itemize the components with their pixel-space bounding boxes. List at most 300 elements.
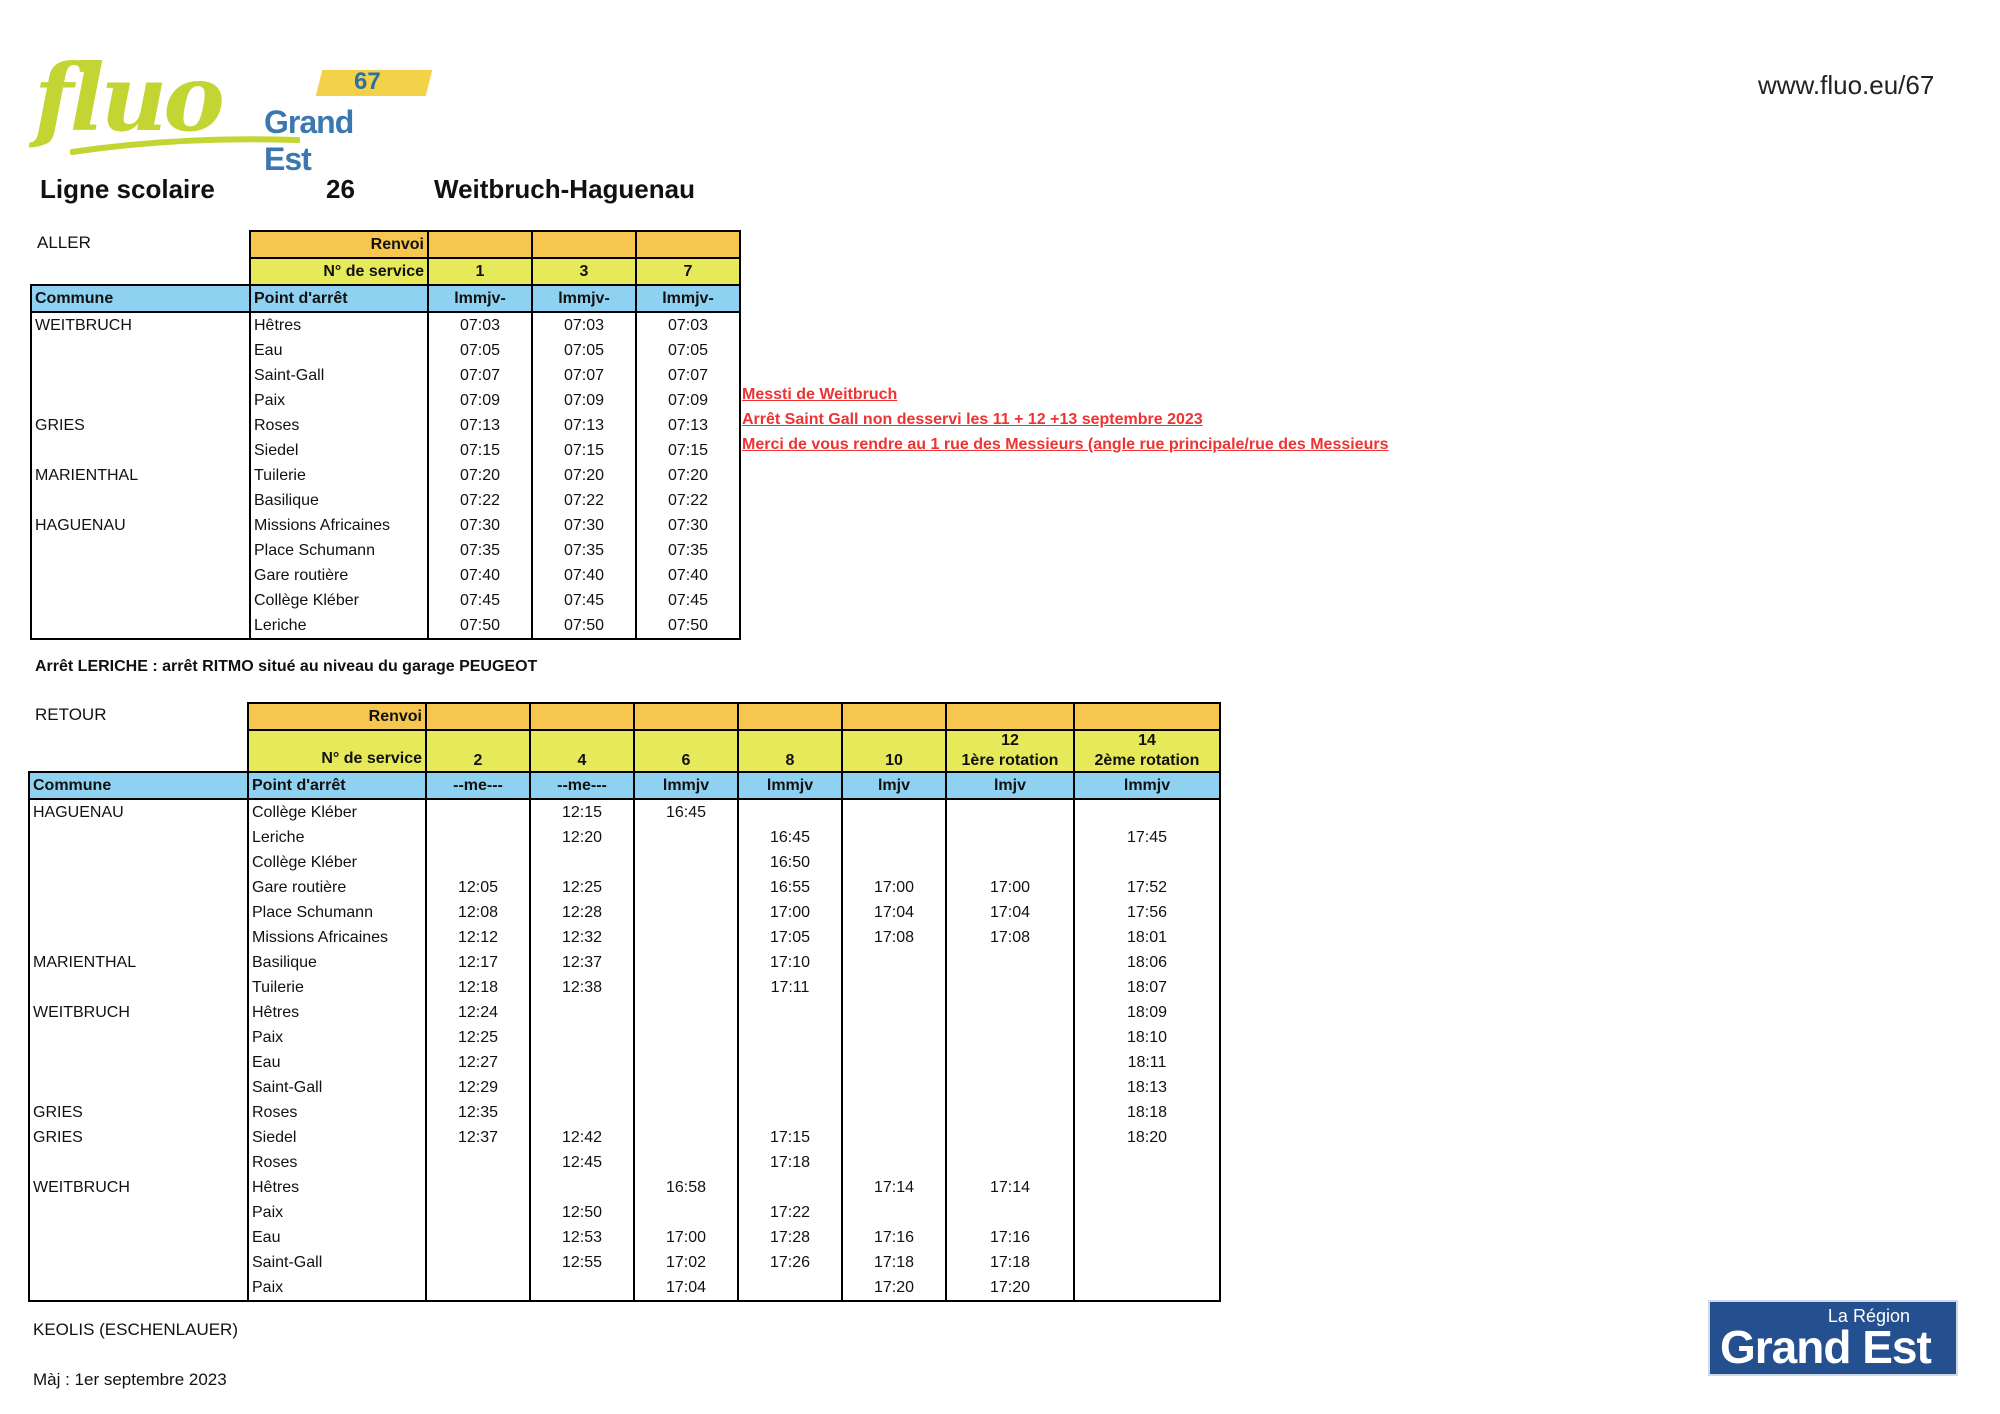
time-cell [634,875,738,900]
commune-cell [29,925,248,950]
time-cell [946,1025,1074,1050]
time-cell [634,1100,738,1125]
fluo-logo-region: Grand Est [264,104,354,177]
commune-header: Commune [31,285,250,312]
commune-cell [29,900,248,925]
time-cell [842,950,946,975]
aller-timetable [30,230,741,640]
time-cell: 07:03 [532,312,636,338]
table-row [31,338,740,363]
renvoi-row [29,703,1220,730]
time-cell [1074,1225,1220,1250]
time-cell: 17:10 [738,950,842,975]
fluo-logo [34,44,394,177]
time-cell: 07:07 [532,363,636,388]
time-cell: 12:29 [426,1075,530,1100]
time-cell: 12:55 [530,1250,634,1275]
service-number: 1 [428,258,532,285]
stop-cell: Basilique [248,950,426,975]
time-cell: 17:20 [946,1275,1074,1301]
table-row [29,1000,1220,1025]
table-row [31,488,740,513]
time-cell: 07:20 [532,463,636,488]
commune-cell [29,1050,248,1075]
department-number: 67 [354,68,381,95]
time-cell: 07:40 [532,563,636,588]
table-row [29,1225,1220,1250]
stop-cell: Tuilerie [248,975,426,1000]
time-cell: 07:35 [636,538,740,563]
renvoi-cell [426,703,530,730]
time-cell [946,1125,1074,1150]
commune-cell [29,1025,248,1050]
time-cell [1074,1175,1220,1200]
time-cell [530,1025,634,1050]
time-cell: 07:40 [428,563,532,588]
time-cell [634,975,738,1000]
commune-cell [29,1075,248,1100]
stop-cell: Collège Kléber [248,799,426,825]
service-number [738,730,842,772]
table-row [29,900,1220,925]
time-cell: 17:18 [842,1250,946,1275]
days-header: lmjv [842,772,946,799]
time-cell: 07:50 [636,613,740,639]
time-cell: 07:13 [532,413,636,438]
time-cell: 12:20 [530,825,634,850]
time-cell [634,925,738,950]
time-cell: 07:05 [428,338,532,363]
commune-cell: WEITBRUCH [31,312,250,338]
table-row [29,950,1220,975]
renvoi-cell [738,703,842,730]
time-cell: 07:09 [532,388,636,413]
time-cell [1074,1250,1220,1275]
commune-cell [31,388,250,413]
time-cell [426,799,530,825]
time-cell: 07:07 [636,363,740,388]
page-title: Ligne scolaire [40,174,215,204]
time-cell [634,900,738,925]
stop-cell: Siedel [250,438,428,463]
commune-cell [29,1200,248,1225]
time-cell: 18:07 [1074,975,1220,1000]
time-cell [530,1050,634,1075]
stop-header: Point d'arrêt [248,772,426,799]
time-cell: 17:16 [842,1225,946,1250]
time-cell [634,1000,738,1025]
time-cell [842,1200,946,1225]
blank-cell [31,231,250,258]
renvoi-label: Renvoi [248,703,426,730]
table-row [31,513,740,538]
time-cell: 18:13 [1074,1075,1220,1100]
commune-cell [29,1225,248,1250]
commune-cell [31,488,250,513]
commune-cell [29,1275,248,1301]
time-cell: 17:11 [738,975,842,1000]
time-cell [634,1150,738,1175]
table-row [29,975,1220,1000]
stop-cell: Eau [250,338,428,363]
commune-cell: HAGUENAU [31,513,250,538]
time-cell: 07:45 [532,588,636,613]
table-row [31,312,740,338]
commune-cell [29,1250,248,1275]
service-num: 10 [885,752,903,769]
time-cell [1074,850,1220,875]
time-cell [426,1150,530,1175]
table-row [29,1275,1220,1301]
service-row [29,730,1220,772]
stop-cell: Missions Africaines [250,513,428,538]
time-cell [738,1050,842,1075]
time-cell [426,1200,530,1225]
table-row [31,363,740,388]
stop-cell: Siedel [248,1125,426,1150]
table-row [29,1050,1220,1075]
time-cell: 07:15 [636,438,740,463]
stop-cell: Saint-Gall [248,1075,426,1100]
time-cell: 12:37 [426,1125,530,1150]
service-rotation: 2ème rotation [1094,752,1200,769]
time-cell [946,1000,1074,1025]
time-cell: 12:35 [426,1100,530,1125]
time-cell: 16:45 [738,825,842,850]
service-num: 2 [473,752,483,769]
stop-cell: Missions Africaines [248,925,426,950]
time-cell: 17:00 [842,875,946,900]
time-cell: 07:35 [428,538,532,563]
commune-cell [31,338,250,363]
time-cell: 17:56 [1074,900,1220,925]
commune-cell [31,613,250,639]
time-cell: 07:40 [636,563,740,588]
renvoi-cell [636,231,740,258]
time-cell: 07:05 [636,338,740,363]
table-row [29,1175,1220,1200]
time-cell [842,1050,946,1075]
time-cell: 12:27 [426,1050,530,1075]
time-cell [842,1125,946,1150]
table-row [31,388,740,413]
time-cell [530,1275,634,1301]
service-label: N° de service [248,730,426,772]
days-header: lmmjv- [636,285,740,312]
time-cell [1074,1275,1220,1301]
notice-messti: Messti de Weitbruch [742,386,898,403]
time-cell: 17:08 [842,925,946,950]
table-row [29,825,1220,850]
time-cell: 16:58 [634,1175,738,1200]
renvoi-cell [428,231,532,258]
time-cell: 07:13 [428,413,532,438]
stop-cell: Place Schumann [250,538,428,563]
stop-cell: Saint-Gall [250,363,428,388]
time-cell [842,850,946,875]
commune-cell [29,1150,248,1175]
time-cell: 07:20 [428,463,532,488]
time-cell [842,1100,946,1125]
table-row [29,799,1220,825]
time-cell: 07:15 [428,438,532,463]
time-cell: 12:08 [426,900,530,925]
days-header: lmmjv- [532,285,636,312]
time-cell [1074,1150,1220,1175]
time-cell [738,1075,842,1100]
stop-cell: Place Schumann [248,900,426,925]
time-cell [946,1075,1074,1100]
time-cell: 07:30 [428,513,532,538]
table-row [29,1125,1220,1150]
time-cell [946,1150,1074,1175]
stop-cell: Hêtres [250,312,428,338]
time-cell [426,1175,530,1200]
stop-cell: Roses [248,1150,426,1175]
time-cell [426,850,530,875]
service-number [842,730,946,772]
time-cell [946,1050,1074,1075]
time-cell: 17:15 [738,1125,842,1150]
service-number [426,730,530,772]
time-cell: 17:18 [946,1250,1074,1275]
days-header: lmmjv [634,772,738,799]
time-cell: 12:32 [530,925,634,950]
time-cell: 17:52 [1074,875,1220,900]
time-cell [842,1075,946,1100]
service-num: 14 [1138,732,1156,749]
retour-timetable [28,702,1221,1302]
time-cell [842,825,946,850]
time-cell: 12:53 [530,1225,634,1250]
commune-cell [29,975,248,1000]
time-cell [738,799,842,825]
table-row [29,1025,1220,1050]
time-cell: 17:20 [842,1275,946,1301]
time-cell: 07:05 [532,338,636,363]
stop-cell: Hêtres [248,1000,426,1025]
time-cell [842,1000,946,1025]
blank-cell [29,730,248,772]
time-cell: 12:37 [530,950,634,975]
renvoi-label: Renvoi [250,231,428,258]
time-cell: 12:45 [530,1150,634,1175]
stop-cell: Saint-Gall [248,1250,426,1275]
time-cell: 12:50 [530,1200,634,1225]
service-num: 12 [1001,732,1019,749]
time-cell: 12:17 [426,950,530,975]
service-num: 8 [785,752,795,769]
time-cell: 12:18 [426,975,530,1000]
stop-cell: Basilique [250,488,428,513]
time-cell [530,1000,634,1025]
renvoi-row [31,231,740,258]
time-cell [634,1200,738,1225]
stop-cell: Leriche [248,825,426,850]
time-cell: 17:26 [738,1250,842,1275]
commune-header: Commune [29,772,248,799]
time-cell: 12:24 [426,1000,530,1025]
column-header-row [31,285,740,312]
time-cell [738,1175,842,1200]
time-cell: 18:09 [1074,1000,1220,1025]
commune-cell [31,538,250,563]
time-cell: 07:09 [636,388,740,413]
stop-cell: Hêtres [248,1175,426,1200]
time-cell [946,825,1074,850]
commune-cell: MARIENTHAL [31,463,250,488]
commune-cell [31,438,250,463]
time-cell [842,799,946,825]
time-cell: 17:04 [634,1275,738,1301]
time-cell: 07:45 [428,588,532,613]
operator-name: KEOLIS (ESCHENLAUER) [33,1320,238,1339]
time-cell: 17:28 [738,1225,842,1250]
service-num: 6 [681,752,691,769]
time-cell: 12:28 [530,900,634,925]
stop-cell: Collège Kléber [248,850,426,875]
time-cell [634,950,738,975]
time-cell: 07:45 [636,588,740,613]
renvoi-cell [1074,703,1220,730]
table-row [29,1200,1220,1225]
time-cell [842,1025,946,1050]
table-row [31,463,740,488]
time-cell: 17:16 [946,1225,1074,1250]
time-cell: 12:38 [530,975,634,1000]
column-header-row [29,772,1220,799]
commune-cell [29,825,248,850]
renvoi-cell [532,231,636,258]
time-cell: 17:14 [842,1175,946,1200]
commune-cell: GRIES [29,1125,248,1150]
line-route: Weitbruch-Haguenau [434,174,695,204]
stop-cell: Gare routière [248,875,426,900]
region-logo-main: Grand Est [1720,1321,1931,1373]
time-cell: 07:30 [532,513,636,538]
time-cell [946,975,1074,1000]
service-row [31,258,740,285]
table-row [31,538,740,563]
stop-cell: Roses [250,413,428,438]
time-cell [842,975,946,1000]
time-cell: 18:18 [1074,1100,1220,1125]
commune-cell [31,588,250,613]
time-cell: 18:11 [1074,1050,1220,1075]
retour-label: RETOUR [35,705,107,724]
site-url[interactable]: www.fluo.eu/67 [1758,70,1935,100]
time-cell [426,1225,530,1250]
time-cell [738,1275,842,1301]
stop-cell: Tuilerie [250,463,428,488]
service-number: 7 [636,258,740,285]
time-cell: 07:22 [428,488,532,513]
notice-saint-gall: Arrêt Saint Gall non desservi les 11 + 12 +13 septembre 2023 [742,411,1203,428]
days-header: lmmjv [738,772,842,799]
time-cell: 17:04 [842,900,946,925]
days-header: --me--- [530,772,634,799]
time-cell: 18:10 [1074,1025,1220,1050]
table-row [31,613,740,639]
time-cell [634,1075,738,1100]
service-number: 3 [532,258,636,285]
commune-cell: WEITBRUCH [29,1175,248,1200]
table-row [31,563,740,588]
stop-cell: Paix [250,388,428,413]
service-number [530,730,634,772]
stop-cell: Eau [248,1225,426,1250]
renvoi-cell [634,703,738,730]
service-num: 4 [577,752,587,769]
stop-cell: Leriche [250,613,428,639]
service-number [634,730,738,772]
time-cell: 18:01 [1074,925,1220,950]
time-cell [842,1150,946,1175]
line-number: 26 [326,174,355,204]
update-date: Màj : 1er septembre 2023 [33,1370,227,1389]
time-cell: 07:09 [428,388,532,413]
time-cell: 17:14 [946,1175,1074,1200]
time-cell: 07:03 [636,312,740,338]
table-row [29,1250,1220,1275]
time-cell: 07:35 [532,538,636,563]
time-cell: 12:12 [426,925,530,950]
time-cell: 16:50 [738,850,842,875]
time-cell [946,850,1074,875]
stop-cell: Gare routière [250,563,428,588]
time-cell: 12:42 [530,1125,634,1150]
time-cell [946,1200,1074,1225]
time-cell: 07:15 [532,438,636,463]
table-row [29,850,1220,875]
time-cell [530,1075,634,1100]
days-header: lmjv [946,772,1074,799]
time-cell [1074,799,1220,825]
time-cell: 07:22 [636,488,740,513]
table-row [29,1075,1220,1100]
time-cell [1074,1200,1220,1225]
time-cell [426,1250,530,1275]
time-cell: 07:20 [636,463,740,488]
time-cell [530,1100,634,1125]
table-row [31,413,740,438]
time-cell [738,1100,842,1125]
time-cell: 12:05 [426,875,530,900]
time-cell: 12:25 [530,875,634,900]
time-cell: 17:00 [634,1225,738,1250]
commune-cell: MARIENTHAL [29,950,248,975]
table-row [29,1150,1220,1175]
notice-messieurs: Merci de vous rendre au 1 rue des Messieurs (angle rue principale/rue des Messieurs [742,436,1389,453]
table-row [31,438,740,463]
time-cell: 17:08 [946,925,1074,950]
time-cell: 07:30 [636,513,740,538]
time-cell [426,1275,530,1301]
time-cell: 07:50 [428,613,532,639]
time-cell: 17:22 [738,1200,842,1225]
time-cell [738,1000,842,1025]
blank-cell [31,258,250,285]
commune-cell: HAGUENAU [29,799,248,825]
renvoi-cell [842,703,946,730]
table-row [29,875,1220,900]
region-logo-top: La Région [1827,1306,1910,1326]
time-cell [530,850,634,875]
time-cell [946,799,1074,825]
table-row [29,925,1220,950]
time-cell [634,1025,738,1050]
time-cell: 16:45 [634,799,738,825]
